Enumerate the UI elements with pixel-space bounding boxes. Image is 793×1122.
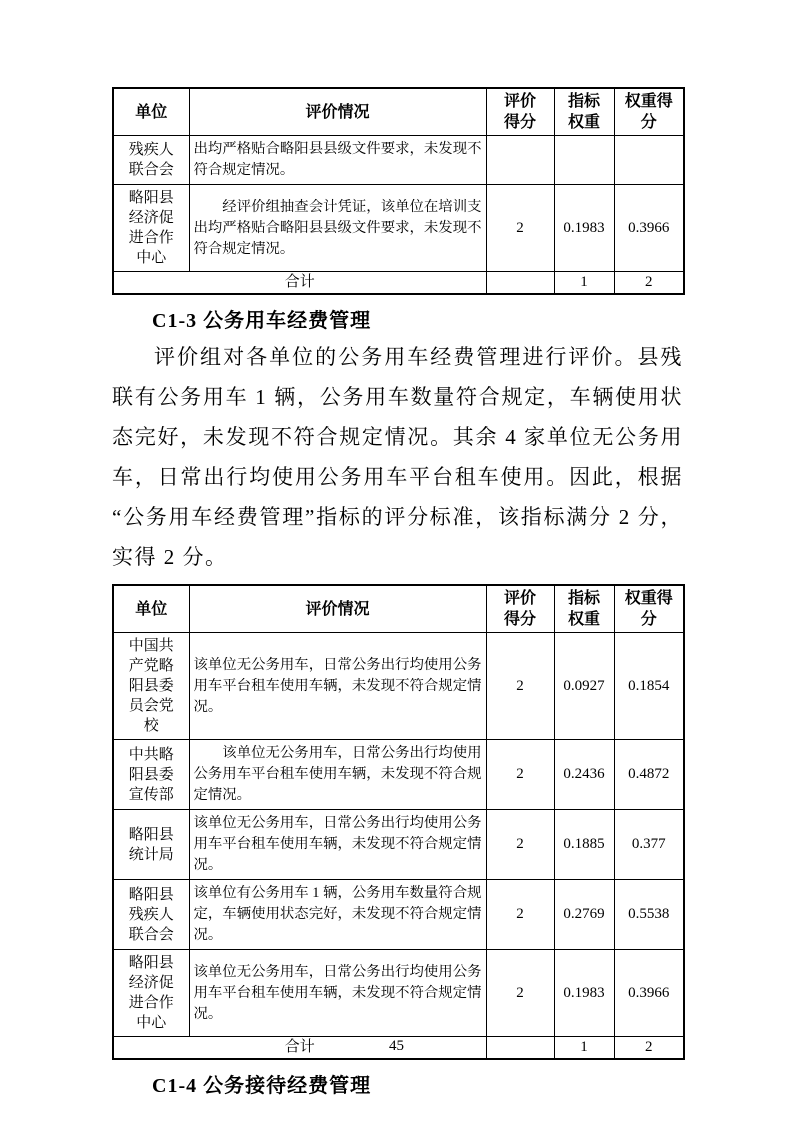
section-heading-c1-4: C1-4 公务接待经费管理 <box>152 1075 372 1097</box>
total-label-cell: 合计 <box>113 1037 486 1060</box>
weighted-score-cell: 0.3966 <box>614 950 684 1037</box>
section-heading-c1-3: C1-3 公务用车经费管理 <box>152 310 372 332</box>
weighted-score-cell: 0.1854 <box>614 633 684 740</box>
header-unit: 单位 <box>113 585 189 633</box>
unit-cell: 略阳县统计局 <box>113 810 189 880</box>
header-situation: 评价情况 <box>189 585 486 633</box>
header-weighted-score: 权重得分 <box>614 88 684 136</box>
table-row <box>113 136 684 185</box>
weighted-score-cell: 0.4872 <box>614 740 684 810</box>
score-cell: 2 <box>486 185 554 272</box>
total-label-cell: 合计 <box>113 272 486 295</box>
total-weight-cell: 1 <box>554 1037 614 1060</box>
situation-cell: 该单位无公务用车，日常公务出行均使用公务用车平台租车使用车辆，未发现不符合规定情况。 <box>189 810 486 880</box>
header-weight: 指标权重 <box>554 585 614 633</box>
situation-cell: 出均严格贴合略阳县县级文件要求，未发现不符合规定情况。 <box>189 136 486 185</box>
weighted-score-cell: 0.5538 <box>614 880 684 950</box>
score-cell: 2 <box>486 810 554 880</box>
header-weighted-score: 权重得分 <box>614 585 684 633</box>
table-header-row <box>113 88 684 136</box>
score-cell: 2 <box>486 880 554 950</box>
weight-cell <box>554 136 614 185</box>
unit-cell: 略阳县经济促进合作中心 <box>113 185 189 272</box>
table-row <box>113 633 684 740</box>
header-score: 评价得分 <box>486 88 554 136</box>
table-row <box>113 950 684 1037</box>
page-number: 45 <box>389 1038 404 1054</box>
weight-cell: 0.1885 <box>554 810 614 880</box>
score-cell: 2 <box>486 950 554 1037</box>
table-header-row <box>113 585 684 633</box>
section-paragraph-c1-3: 评价组对各单位的公务用车经费管理进行评价。县残联有公务用车 1 辆，公务用车数量符合规定，车辆使用状态完好，未发现不符合规定情况。其余 4 家单位无公务用车，日常出行均使用公务用车平台租车使用。因此，根据“公务用车经费管理”指标的评分标准，该指标满分 2 分，实得 2 分。 <box>112 345 683 569</box>
unit-cell: 中共略阳县委宣传部 <box>113 740 189 810</box>
weight-cell: 0.2436 <box>554 740 614 810</box>
total-weighted-score-cell: 2 <box>614 272 684 295</box>
header-situation: 评价情况 <box>189 88 486 136</box>
header-score: 评价得分 <box>486 585 554 633</box>
weight-cell: 0.1983 <box>554 185 614 272</box>
unit-cell: 略阳县经济促进合作中心 <box>113 950 189 1037</box>
situation-cell: 该单位无公务用车，日常公务出行均使用公务用车平台租车使用车辆，未发现不符合规定情况。 <box>189 740 486 810</box>
header-weight: 指标权重 <box>554 88 614 136</box>
situation-cell: 该单位有公务用车 1 辆，公务用车数量符合规定，车辆使用状态完好，未发现不符合规定情况。 <box>189 880 486 950</box>
situation-cell: 该单位无公务用车，日常公务出行均使用公务用车平台租车使用车辆，未发现不符合规定情况。 <box>189 633 486 740</box>
table-row <box>113 880 684 950</box>
header-unit: 单位 <box>113 88 189 136</box>
unit-cell: 略阳县残疾人联合会 <box>113 880 189 950</box>
table-row <box>113 740 684 810</box>
unit-cell: 残疾人联合会 <box>113 136 189 185</box>
table-row <box>113 185 684 272</box>
weighted-score-cell: 0.3966 <box>614 185 684 272</box>
weight-cell: 0.2769 <box>554 880 614 950</box>
total-score-cell <box>486 272 554 295</box>
weighted-score-cell <box>614 136 684 185</box>
table-row <box>113 810 684 880</box>
table-total-row <box>113 272 684 295</box>
total-weight-cell: 1 <box>554 272 614 295</box>
total-weighted-score-cell: 2 <box>614 1037 684 1060</box>
vehicle-expense-evaluation-table <box>112 584 685 1060</box>
situation-cell: 该单位无公务用车，日常公务出行均使用公务用车平台租车使用车辆，未发现不符合规定情况。 <box>189 950 486 1037</box>
unit-cell: 中国共产党略阳县委员会党校 <box>113 633 189 740</box>
score-cell <box>486 136 554 185</box>
score-cell: 2 <box>486 740 554 810</box>
evaluation-table-continued <box>112 87 685 295</box>
score-cell: 2 <box>486 633 554 740</box>
weight-cell: 0.0927 <box>554 633 614 740</box>
weight-cell: 0.1983 <box>554 950 614 1037</box>
weighted-score-cell: 0.377 <box>614 810 684 880</box>
situation-cell: 经评价组抽查会计凭证，该单位在培训支出均严格贴合略阳县县级文件要求，未发现不符合规定情况。 <box>189 185 486 272</box>
